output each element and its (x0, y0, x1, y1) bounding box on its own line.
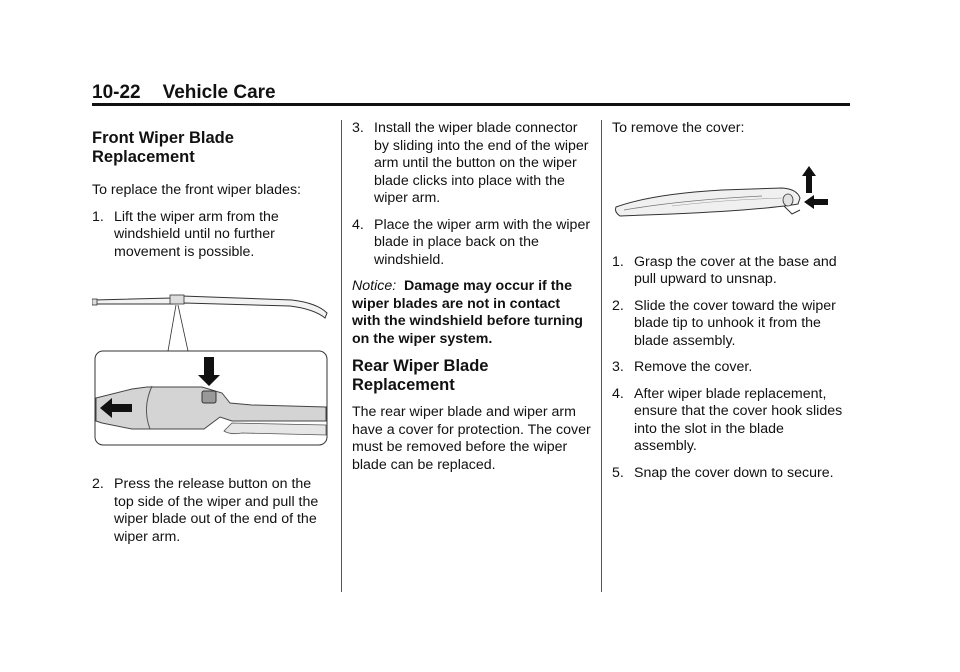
step-text: Place the wiper arm with the wiper blade in place back on the windshield. (374, 216, 591, 268)
column-divider (601, 120, 602, 592)
front-wiper-illustration (92, 283, 332, 458)
step-text: Slide the cover toward the wiper blade tip to unhook it from the blade assembly. (634, 297, 836, 349)
step-item (612, 465, 850, 483)
step-item (612, 298, 850, 351)
step-text: After wiper blade replacement, ensure that the cover hook slides into the slot in the blade assembly. (634, 385, 843, 454)
step-text: Snap the cover down to secure. (634, 464, 834, 481)
page-number: 10-22 (92, 82, 141, 103)
step-number: 2. (612, 297, 624, 314)
step-item (92, 476, 332, 546)
rear-wiper-cover-illustration (612, 166, 842, 238)
step-number: 1. (612, 253, 624, 270)
step-number: 2. (92, 476, 104, 492)
step-item (352, 217, 592, 270)
intro-text: To replace the front wiper blades: (92, 182, 301, 198)
page-header (92, 82, 276, 104)
step-text: Press the release button on the top side of the wiper and pull the wiper blade out of the end of the wiper arm. (114, 476, 319, 545)
rear-body-text: The rear wiper blade and wiper arm have a cover for protection. The cover must be removed before the wiper blade can be replaced. (352, 404, 591, 473)
step-item (92, 209, 332, 262)
intro-text: To remove the cover: (612, 120, 745, 136)
step-item (612, 254, 850, 289)
column-divider (341, 120, 342, 592)
section-heading-rear: Rear Wiper Blade Replacement (352, 357, 489, 394)
step-text: Remove the cover. (634, 359, 753, 375)
step-number: 4. (352, 216, 364, 233)
step-text: Lift the wiper arm from the windshield until no further movement is possible. (114, 208, 279, 260)
step-item (352, 120, 592, 208)
step-number: 3. (612, 359, 624, 375)
step-number: 3. (352, 120, 364, 136)
column-3 (612, 120, 850, 482)
section-title: Vehicle Care (162, 82, 276, 103)
column-1 (92, 129, 332, 546)
step-text: Grasp the cover at the base and pull upward to unsnap. (634, 253, 837, 287)
column-2 (352, 120, 592, 474)
up-arrow-icon (802, 166, 816, 193)
notice-label: Notice: (352, 278, 397, 294)
section-heading-front: Front Wiper Blade Replacement (92, 129, 234, 166)
step-number: 5. (612, 464, 624, 481)
step-number: 1. (92, 208, 104, 225)
step-item (612, 359, 850, 377)
notice-text: Damage may occur if the wiper blades are not in contact with the windshield before turning on the wiper system. (352, 278, 583, 347)
step-item (612, 386, 850, 456)
header-rule (92, 103, 850, 106)
notice (352, 278, 592, 348)
step-text: Install the wiper blade connector by sliding into the end of the wiper arm until the button on the wiper blade clicks into place with the wiper arm. (374, 120, 589, 206)
step-number: 4. (612, 385, 624, 402)
left-arrow-icon (804, 195, 828, 209)
